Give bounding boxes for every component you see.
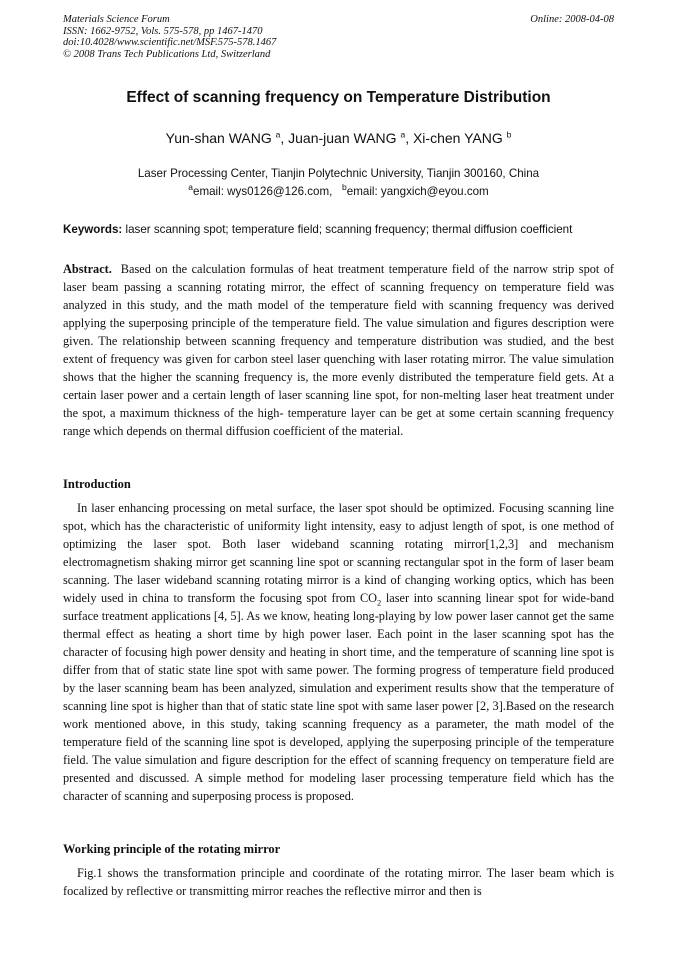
affiliation: Laser Processing Center, Tianjin Polytechnic University, Tianjin 300160, China <box>137 167 540 180</box>
author-name: Juan-juan WANG <box>288 130 397 146</box>
email-mark: a <box>188 182 193 193</box>
email-address: email: wys0126@126.com, <box>193 185 333 198</box>
abstract-text: Based on the calculation formulas of heat treatment temperature field of the narrow strip spot of laser beam passing a scanning rotating mirror, the effect of scanning frequency on temperature field was analyzed in this study, and the math model of the temperature field with scanning frequency was derived applying the superposing principle of the temperature field. The value simulation and figures description were given. The relationship between scanning frequency and temperature distribution was studied, and the best extent of frequency was given for carbon steel laser quenching with laser rotating mirror. The value simulation shows that the higher the scanning frequency is, the more evenly distributed the temperature field gets. At a certain laser power and a certain length of laser scanning line spot, for non-melting laser heat treatment under the spot, a maximum thickness of the high- temperature layer can be get at some certain scanning frequency range which depends on thermal diffusion coefficient of the material. <box>63 262 614 438</box>
working-principle-paragraph: Fig.1 shows the transformation principle and coordinate of the rotating mirror. The laser beam which is focalized by reflective or transmitting mirror reaches the reflective mirror and then is <box>63 866 614 898</box>
abstract-label: Abstract. <box>63 262 112 276</box>
abstract <box>63 260 614 440</box>
keywords <box>63 223 614 236</box>
author-name: Yun-shan WANG <box>165 130 272 146</box>
paper-title: Effect of scanning frequency on Temperature Distribution <box>126 89 551 106</box>
author-name: Xi-chen YANG <box>412 130 503 146</box>
keywords-label: Keywords: <box>63 223 123 236</box>
email-mark: b <box>342 182 347 193</box>
introduction-heading: Introduction <box>63 477 131 491</box>
introduction-text: In laser enhancing processing on metal surface, the laser spot should be optimized. Focusing scanning line spot, which has the characteristic of uniformity light intensity, easy to adjust length of spot, is one method of optimizing the laser spot. Both laser wideband scanning rotating mirror[1,2,3] and mechanism electromagnetism shaking mirror get scanning line spot or scanning rectangular spot in the form of laser beam scanning. The laser wideband scanning rotating mirror is a kind of changing working optics, which has been widely used in china to transform the focusing spot from CO <box>63 501 614 605</box>
author-affil-mark: a <box>400 129 406 140</box>
journal-doi: doi:10.4028/www.scientific.net/MSF.575-578.1467 <box>63 37 277 49</box>
journal-copyright: © 2008 Trans Tech Publications Ltd, Switzerland <box>63 48 271 60</box>
introduction-paragraph <box>63 499 614 805</box>
keywords-text: laser scanning spot; temperature field; scanning frequency; thermal diffusion coefficient <box>125 223 573 236</box>
online-date: Online: 2008-04-08 <box>530 14 614 25</box>
co2-subscript: 2 <box>377 597 382 608</box>
journal-issn: ISSN: 1662-9752, Vols. 575-578, pp 1467-1470 <box>63 25 263 37</box>
author-affil-mark: b <box>506 129 512 140</box>
journal-name: Materials Science Forum <box>63 14 170 25</box>
author-affil-mark: a <box>275 129 281 140</box>
journal-header <box>63 14 614 60</box>
author-list: Yun-shan WANG $^a$, Juan-juan WANG $^a$, Xi-chen YANG $^b$ <box>165 129 512 146</box>
introduction-text-continued: laser into scanning linear spot for wide-band surface treatment applications [4, 5]. As we know, heating long-playing by low power laser cannot get the same thermal effect as heating a short time by high power laser. Each point in the laser scanning spot has the character of focusing high power density and heating in short time, and the temperature of scanning line spot is differ from that of static state line spot with same power. The forming progress of temperature field produced by the laser scanning beam has been analyzed, simulation and experiment results show that the temperature of scanning line spot is higher than that of static state line spot with same laser power [2, 3].Based on the research work mentioned above, in this study, taking scanning frequency as a parameter, the math model of the temperature field of the scanning line spot is developed, applying the superposing principle of the temperature field. The value simulation and figure description for the effect of scanning frequency on temperature field are presented and discussed. A simple method for modeling laser processing temperature field which has the character of scanning and superposing process is proposed. <box>63 591 614 803</box>
email-address: email: yangxich@eyou.com <box>346 185 489 198</box>
working-principle-heading: Working principle of the rotating mirror <box>63 842 281 856</box>
author-emails <box>63 182 614 198</box>
